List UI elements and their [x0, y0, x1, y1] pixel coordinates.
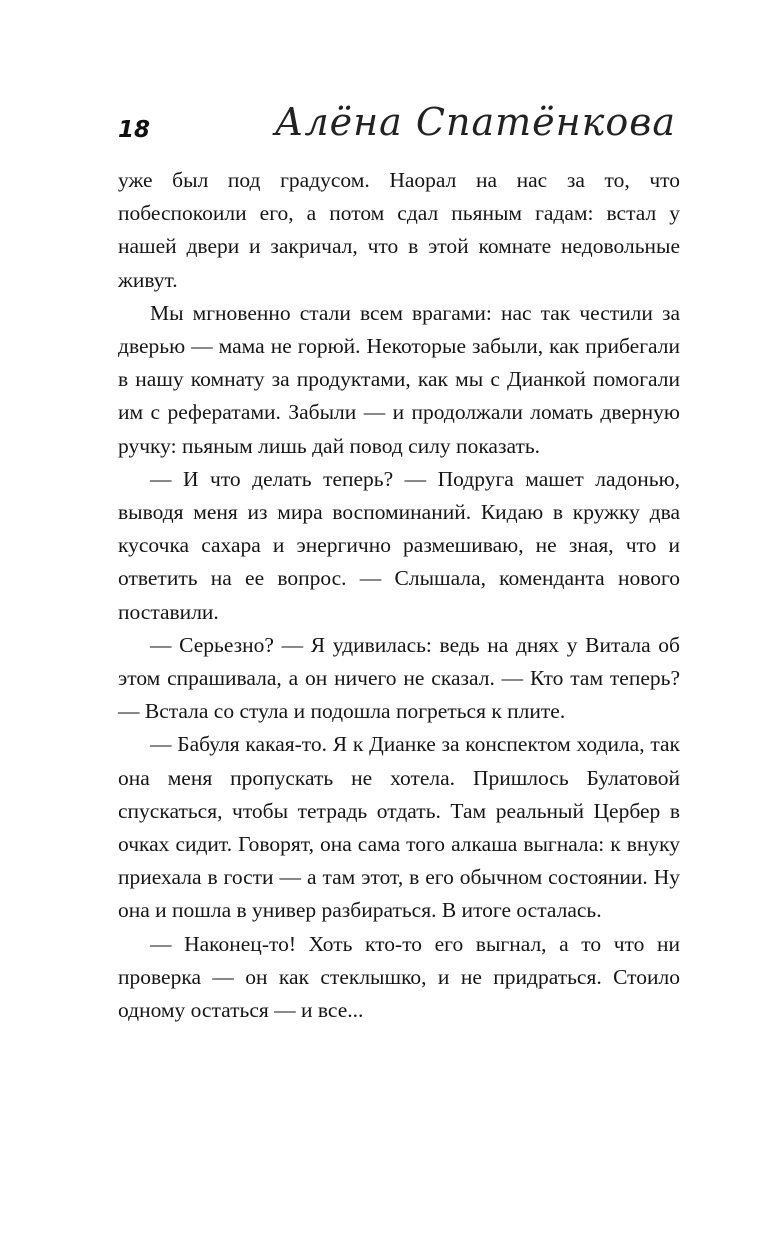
body-text — [118, 164, 680, 1027]
page-number: 18 — [118, 117, 151, 143]
running-header-author: Алёна Спатёнкова — [274, 100, 676, 144]
paragraph: Мы мгновенно стали всем врагами: нас так честили за дверью — мама не горюй. Некоторые забыли, как прибегали в нашу комнату за продуктами, как мы с Дианкой помогали им с рефератами. Забыли — и продолжали ломать дверную ручку: пьяным лишь дай повод силу показать. — [118, 300, 680, 458]
paragraph: — Серьезно? — Я удивилась: ведь на днях у Витала об этом спрашивала, а он ничего не сказал. — Кто там теперь? — Встала со стула и подошла погреться к плите. — [118, 632, 680, 724]
paragraph: — И что делать теперь? — Подруга машет ладонью, выводя меня из мира воспоминаний. Кидаю в кружку два кусочка сахара и энергично размешиваю, не зная, что и ответить на ее вопрос. — Слышала, коменданта нового поставили. — [118, 466, 680, 624]
paragraph: — Бабуля какая-то. Я к Дианке за конспектом ходила, так она меня пропускать не хотела. Пришлось Булатовой спускаться, чтобы тетрадь отдать. Там реальный Цербер в очках сидит. Говорят, она сама того алкаша выгнала: к внуку приехала в гости — а там этот, в его обычном состоянии. Ну она и пошла в универ разбираться. В итоге осталась. — [118, 732, 680, 923]
paragraph: уже был под градусом. Наорал на нас за то, что побеспокоили его, а потом сдал пьяным гадам: встал у нашей двери и закричал, что в этой комнате недовольные живут. — [118, 168, 680, 292]
paragraph: — Наконец-то! Хоть кто-то его выгнал, а то что ни проверка — он как стеклышко, и не придраться. Стоило одному остаться — и все... — [118, 931, 680, 1023]
